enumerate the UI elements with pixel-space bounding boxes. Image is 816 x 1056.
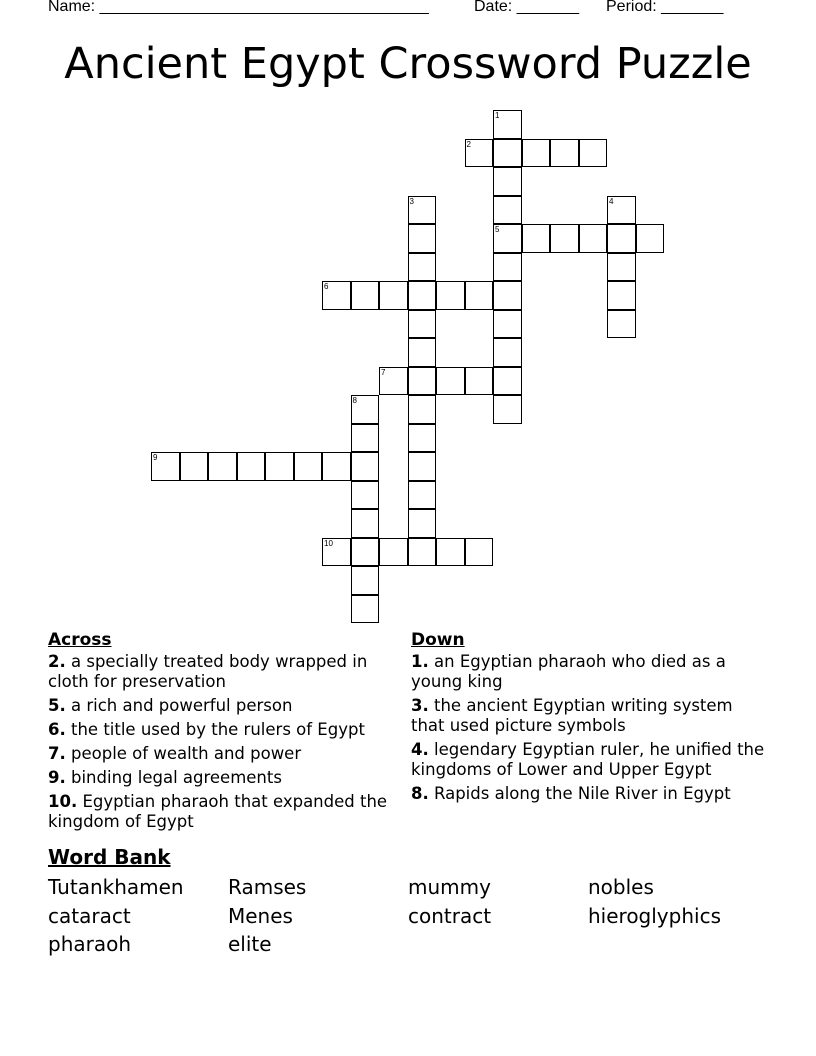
crossword-cell[interactable] — [408, 196, 437, 225]
crossword-cell[interactable] — [408, 395, 437, 424]
word-bank-heading: Word Bank — [48, 845, 171, 869]
crossword-cell[interactable] — [408, 538, 437, 567]
crossword-cell[interactable] — [379, 538, 408, 567]
clue-number: 8. — [411, 784, 429, 803]
cell-number: 3 — [409, 196, 414, 206]
crossword-cell[interactable] — [237, 452, 266, 481]
crossword-cell[interactable] — [522, 224, 551, 253]
crossword-cell[interactable] — [351, 281, 380, 310]
date-field-label: Date: _______ — [474, 0, 579, 15]
crossword-cell[interactable] — [550, 224, 579, 253]
crossword-cell[interactable] — [465, 367, 494, 396]
crossword-cell[interactable] — [579, 224, 608, 253]
word-bank-item: Tutankhamen — [48, 875, 184, 899]
crossword-cell[interactable] — [351, 424, 380, 453]
cell-number: 8 — [352, 396, 357, 405]
crossword-cell[interactable] — [322, 538, 351, 567]
crossword-cell[interactable] — [351, 481, 380, 510]
crossword-cell[interactable] — [493, 196, 522, 225]
crossword-cell[interactable] — [379, 281, 408, 310]
clue-number: 5. — [48, 696, 66, 715]
crossword-cell[interactable] — [493, 338, 522, 367]
crossword-cell[interactable] — [607, 281, 636, 310]
cell-number: 10 — [324, 538, 333, 548]
clue-text: Egyptian pharaoh that expanded the kingdom of Egypt — [48, 792, 388, 831]
crossword-cell[interactable] — [493, 281, 522, 310]
across-clues — [48, 628, 388, 836]
clue-item — [48, 768, 388, 788]
clue-item — [411, 696, 771, 736]
clue-text: people of wealth and power — [71, 744, 302, 763]
crossword-cell[interactable] — [351, 509, 380, 538]
crossword-cell[interactable] — [151, 452, 180, 481]
word-bank-item: elite — [228, 932, 272, 956]
clue-text: a specially treated body wrapped in cloth for preservation — [48, 652, 368, 691]
clue-number: 6. — [48, 720, 66, 739]
clue-text: Rapids along the Nile River in Egypt — [434, 784, 731, 803]
cell-number: 9 — [153, 453, 158, 462]
crossword-cell[interactable] — [465, 538, 494, 567]
clue-item — [48, 720, 388, 740]
crossword-cell[interactable] — [408, 452, 437, 481]
crossword-cell[interactable] — [436, 538, 465, 567]
clue-number: 10. — [48, 792, 78, 811]
clue-number: 2. — [48, 652, 66, 671]
cell-number: 4 — [609, 196, 614, 206]
crossword-cell[interactable] — [493, 310, 522, 339]
word-bank-item: Ramses — [228, 875, 307, 899]
crossword-cell[interactable] — [208, 452, 237, 481]
crossword-cell[interactable] — [408, 424, 437, 453]
crossword-cell[interactable] — [351, 452, 380, 481]
crossword-cell[interactable] — [379, 367, 408, 396]
crossword-cell[interactable] — [607, 253, 636, 282]
clue-text: binding legal agreements — [71, 768, 282, 787]
crossword-cell[interactable] — [322, 281, 351, 310]
clue-item — [48, 744, 388, 764]
clue-number: 9. — [48, 768, 66, 787]
word-bank-item: pharaoh — [48, 932, 132, 956]
crossword-cell[interactable] — [436, 367, 465, 396]
down-heading: Down — [411, 630, 465, 650]
cell-number: 2 — [466, 139, 471, 149]
clue-item — [411, 740, 771, 780]
crossword-cell[interactable] — [636, 224, 665, 253]
cell-number: 6 — [324, 282, 329, 291]
clue-item — [411, 784, 771, 804]
crossword-cell[interactable] — [436, 281, 465, 310]
clue-number: 3. — [411, 696, 429, 715]
cell-number: 1 — [495, 111, 500, 120]
crossword-cell[interactable] — [351, 538, 380, 567]
clue-item — [411, 652, 771, 692]
crossword-cell[interactable] — [465, 139, 494, 168]
crossword-cell[interactable] — [351, 595, 380, 624]
crossword-cell[interactable] — [493, 110, 522, 139]
clue-item — [48, 792, 388, 832]
clue-text: a rich and powerful person — [71, 696, 293, 715]
word-bank-item: contract — [408, 904, 492, 928]
crossword-cell[interactable] — [607, 310, 636, 339]
clue-text: the title used by the rulers of Egypt — [71, 720, 365, 739]
crossword-cell[interactable] — [294, 452, 323, 481]
crossword-cell[interactable] — [408, 481, 437, 510]
crossword-cell[interactable] — [408, 253, 437, 282]
clue-number: 7. — [48, 744, 66, 763]
crossword-cell[interactable] — [465, 281, 494, 310]
clue-item — [48, 696, 388, 716]
word-bank-item: nobles — [588, 875, 654, 899]
crossword-cell[interactable] — [408, 224, 437, 253]
crossword-cell[interactable] — [493, 367, 522, 396]
clue-text: the ancient Egyptian writing system that used picture symbols — [411, 696, 733, 735]
crossword-cell[interactable] — [408, 509, 437, 538]
page-title: Ancient Egypt Crossword Puzzle — [64, 39, 752, 89]
period-field-label: Period: _______ — [606, 0, 724, 15]
word-bank-item: cataract — [48, 904, 131, 928]
down-clues — [411, 628, 771, 808]
crossword-cell[interactable] — [351, 566, 380, 595]
word-bank-item: Menes — [228, 904, 293, 928]
crossword-cell[interactable] — [493, 395, 522, 424]
word-bank-item: hieroglyphics — [588, 904, 721, 928]
crossword-cell[interactable] — [493, 167, 522, 196]
crossword-cell[interactable] — [408, 367, 437, 396]
crossword-cell[interactable] — [408, 281, 437, 310]
crossword-cell[interactable] — [579, 139, 608, 168]
cell-number: 7 — [381, 367, 386, 377]
crossword-cell[interactable] — [550, 139, 579, 168]
name-field-label: Name: _____________________________________ — [48, 0, 429, 15]
crossword-cell[interactable] — [522, 139, 551, 168]
crossword-cell[interactable] — [493, 253, 522, 282]
word-bank-item: mummy — [408, 875, 491, 899]
cell-number: 5 — [495, 225, 500, 234]
crossword-cell[interactable] — [408, 338, 437, 367]
crossword-cell[interactable] — [408, 310, 437, 339]
clue-number: 4. — [411, 740, 429, 759]
clue-text: an Egyptian pharaoh who died as a young king — [411, 652, 726, 691]
across-heading: Across — [48, 630, 112, 650]
crossword-cell[interactable] — [493, 224, 522, 253]
clue-item — [48, 652, 388, 692]
crossword-cell[interactable] — [265, 452, 294, 481]
clue-text: legendary Egyptian ruler, he unified the kingdoms of Lower and Upper Egypt — [411, 740, 765, 779]
crossword-cell[interactable] — [351, 395, 380, 424]
crossword-cell[interactable] — [607, 224, 636, 253]
crossword-cell[interactable] — [180, 452, 209, 481]
crossword-cell[interactable] — [607, 196, 636, 225]
crossword-cell[interactable] — [322, 452, 351, 481]
crossword-cell[interactable] — [493, 139, 522, 168]
clue-number: 1. — [411, 652, 429, 671]
